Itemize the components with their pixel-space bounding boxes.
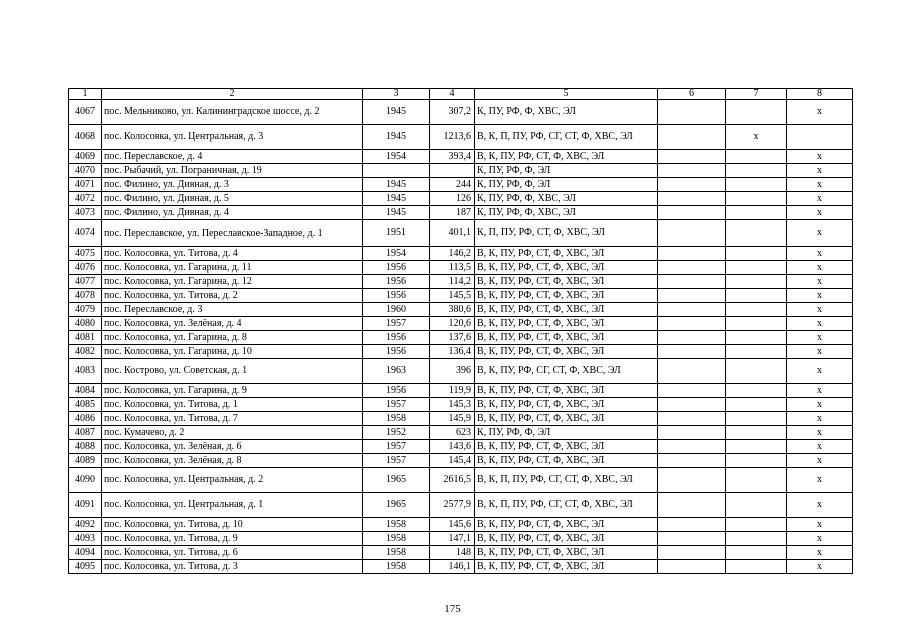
cell-col7 bbox=[726, 426, 787, 440]
cell-address: пос. Колосовка, ул. Гагарина, д. 8 bbox=[102, 331, 363, 345]
cell-number: 4076 bbox=[69, 261, 102, 275]
cell-number: 4068 bbox=[69, 125, 102, 150]
cell-col6 bbox=[658, 426, 726, 440]
table-row bbox=[69, 289, 853, 303]
cell-col6 bbox=[658, 412, 726, 426]
cell-year: 1965 bbox=[363, 493, 430, 518]
cell-systems: В, К, ПУ, РФ, СТ, Ф, ХВС, ЭЛ bbox=[475, 546, 658, 560]
cell-col6 bbox=[658, 518, 726, 532]
cell-col7 bbox=[726, 150, 787, 164]
table-row bbox=[69, 518, 853, 532]
cell-systems: В, К, ПУ, РФ, СТ, Ф, ХВС, ЭЛ bbox=[475, 331, 658, 345]
cell-address: пос. Колосовка, ул. Центральная, д. 3 bbox=[102, 125, 363, 150]
cell-address: пос. Колосовка, ул. Гагарина, д. 11 bbox=[102, 261, 363, 275]
cell-col7 bbox=[726, 192, 787, 206]
cell-year: 1956 bbox=[363, 331, 430, 345]
cell-col7 bbox=[726, 164, 787, 178]
cell-number: 4094 bbox=[69, 546, 102, 560]
cell-col8: x bbox=[787, 345, 853, 359]
cell-col8: x bbox=[787, 384, 853, 398]
cell-col6 bbox=[658, 178, 726, 192]
cell-systems: В, К, ПУ, РФ, СТ, Ф, ХВС, ЭЛ bbox=[475, 275, 658, 289]
cell-year bbox=[363, 164, 430, 178]
cell-number: 4093 bbox=[69, 532, 102, 546]
cell-systems: В, К, ПУ, РФ, СТ, Ф, ХВС, ЭЛ bbox=[475, 289, 658, 303]
header-row bbox=[69, 89, 853, 100]
cell-year: 1963 bbox=[363, 359, 430, 384]
cell-year: 1957 bbox=[363, 398, 430, 412]
cell-col7 bbox=[726, 331, 787, 345]
cell-year: 1952 bbox=[363, 426, 430, 440]
cell-col8: x bbox=[787, 317, 853, 331]
cell-col8: x bbox=[787, 532, 853, 546]
cell-area: 2616,5 bbox=[430, 468, 475, 493]
cell-year: 1945 bbox=[363, 125, 430, 150]
cell-number: 4078 bbox=[69, 289, 102, 303]
cell-col8: x bbox=[787, 303, 853, 317]
cell-area: 146,1 bbox=[430, 560, 475, 574]
cell-year: 1945 bbox=[363, 100, 430, 125]
cell-address: пос. Переславское, ул. Переславское-Западное, д. 1 bbox=[102, 220, 363, 247]
cell-col6 bbox=[658, 150, 726, 164]
cell-year: 1945 bbox=[363, 192, 430, 206]
cell-col6 bbox=[658, 164, 726, 178]
cell-number: 4095 bbox=[69, 560, 102, 574]
cell-year: 1957 bbox=[363, 440, 430, 454]
cell-address: пос. Кострово, ул. Советская, д. 1 bbox=[102, 359, 363, 384]
table-row bbox=[69, 303, 853, 317]
table-row bbox=[69, 398, 853, 412]
cell-col8: x bbox=[787, 100, 853, 125]
cell-col6 bbox=[658, 275, 726, 289]
table-row bbox=[69, 345, 853, 359]
table-row bbox=[69, 192, 853, 206]
cell-address: пос. Колосовка, ул. Титова, д. 3 bbox=[102, 560, 363, 574]
cell-number: 4069 bbox=[69, 150, 102, 164]
cell-col8: x bbox=[787, 560, 853, 574]
cell-col6 bbox=[658, 220, 726, 247]
cell-col8: x bbox=[787, 412, 853, 426]
cell-number: 4072 bbox=[69, 192, 102, 206]
cell-address: пос. Кумачево, д. 2 bbox=[102, 426, 363, 440]
cell-col8: x bbox=[787, 247, 853, 261]
cell-area: 623 bbox=[430, 426, 475, 440]
cell-col7 bbox=[726, 303, 787, 317]
cell-area: 148 bbox=[430, 546, 475, 560]
cell-col6 bbox=[658, 532, 726, 546]
cell-year: 1956 bbox=[363, 275, 430, 289]
cell-year: 1957 bbox=[363, 454, 430, 468]
cell-address: пос. Колосовка, ул. Зелёная, д. 4 bbox=[102, 317, 363, 331]
cell-year: 1958 bbox=[363, 412, 430, 426]
cell-year: 1956 bbox=[363, 384, 430, 398]
cell-area: 401,1 bbox=[430, 220, 475, 247]
header-cell: 4 bbox=[430, 89, 475, 100]
cell-year: 1956 bbox=[363, 261, 430, 275]
cell-col7 bbox=[726, 468, 787, 493]
cell-systems: В, К, П, ПУ, РФ, СГ, СТ, Ф, ХВС, ЭЛ bbox=[475, 493, 658, 518]
cell-col7 bbox=[726, 560, 787, 574]
cell-address: пос. Переславское, д. 3 bbox=[102, 303, 363, 317]
header-cell: 6 bbox=[658, 89, 726, 100]
cell-col7 bbox=[726, 206, 787, 220]
cell-col8: x bbox=[787, 454, 853, 468]
cell-address: пос. Колосовка, ул. Центральная, д. 2 bbox=[102, 468, 363, 493]
cell-number: 4079 bbox=[69, 303, 102, 317]
cell-col6 bbox=[658, 125, 726, 150]
table-row bbox=[69, 493, 853, 518]
table-row bbox=[69, 454, 853, 468]
table-row bbox=[69, 178, 853, 192]
cell-number: 4085 bbox=[69, 398, 102, 412]
cell-col7 bbox=[726, 493, 787, 518]
cell-col6 bbox=[658, 303, 726, 317]
table-row bbox=[69, 317, 853, 331]
cell-col6 bbox=[658, 546, 726, 560]
cell-area: 114,2 bbox=[430, 275, 475, 289]
cell-number: 4089 bbox=[69, 454, 102, 468]
table-row bbox=[69, 206, 853, 220]
cell-systems: В, К, ПУ, РФ, СТ, Ф, ХВС, ЭЛ bbox=[475, 261, 658, 275]
cell-col6 bbox=[658, 359, 726, 384]
cell-systems: В, К, П, ПУ, РФ, СГ, СТ, Ф, ХВС, ЭЛ bbox=[475, 125, 658, 150]
cell-col6 bbox=[658, 289, 726, 303]
table-row bbox=[69, 560, 853, 574]
cell-year: 1957 bbox=[363, 317, 430, 331]
cell-col7 bbox=[726, 518, 787, 532]
cell-systems: В, К, ПУ, РФ, СТ, Ф, ХВС, ЭЛ bbox=[475, 560, 658, 574]
table-row bbox=[69, 440, 853, 454]
cell-area: 126 bbox=[430, 192, 475, 206]
cell-systems: В, К, ПУ, РФ, СТ, Ф, ХВС, ЭЛ bbox=[475, 398, 658, 412]
cell-systems: К, ПУ, РФ, Ф, ХВС, ЭЛ bbox=[475, 206, 658, 220]
cell-number: 4091 bbox=[69, 493, 102, 518]
cell-number: 4092 bbox=[69, 518, 102, 532]
cell-col8: x bbox=[787, 261, 853, 275]
registry-table bbox=[68, 88, 853, 574]
cell-area bbox=[430, 164, 475, 178]
table-row bbox=[69, 164, 853, 178]
cell-systems: В, К, ПУ, РФ, СТ, Ф, ХВС, ЭЛ bbox=[475, 518, 658, 532]
cell-number: 4071 bbox=[69, 178, 102, 192]
cell-area: 137,6 bbox=[430, 331, 475, 345]
cell-area: 113,5 bbox=[430, 261, 475, 275]
cell-area: 393,4 bbox=[430, 150, 475, 164]
cell-col7 bbox=[726, 532, 787, 546]
cell-area: 1213,6 bbox=[430, 125, 475, 150]
cell-col7 bbox=[726, 275, 787, 289]
cell-number: 4083 bbox=[69, 359, 102, 384]
cell-address: пос. Филино, ул. Дивная, д. 4 bbox=[102, 206, 363, 220]
cell-systems: В, К, ПУ, РФ, СТ, Ф, ХВС, ЭЛ bbox=[475, 317, 658, 331]
cell-address: пос. Филино, ул. Дивная, д. 5 bbox=[102, 192, 363, 206]
cell-col6 bbox=[658, 100, 726, 125]
cell-systems: В, К, ПУ, РФ, СТ, Ф, ХВС, ЭЛ bbox=[475, 384, 658, 398]
cell-area: 307,2 bbox=[430, 100, 475, 125]
cell-number: 4088 bbox=[69, 440, 102, 454]
cell-year: 1965 bbox=[363, 468, 430, 493]
table-row bbox=[69, 546, 853, 560]
cell-col6 bbox=[658, 317, 726, 331]
cell-col8: x bbox=[787, 518, 853, 532]
cell-area: 396 bbox=[430, 359, 475, 384]
cell-col8: x bbox=[787, 289, 853, 303]
cell-systems: В, К, П, ПУ, РФ, СГ, СТ, Ф, ХВС, ЭЛ bbox=[475, 468, 658, 493]
cell-address: пос. Колосовка, ул. Центральная, д. 1 bbox=[102, 493, 363, 518]
table-row bbox=[69, 261, 853, 275]
cell-address: пос. Переславское, д. 4 bbox=[102, 150, 363, 164]
cell-area: 380,6 bbox=[430, 303, 475, 317]
cell-area: 119,9 bbox=[430, 384, 475, 398]
cell-col7 bbox=[726, 220, 787, 247]
cell-col8: x bbox=[787, 150, 853, 164]
table-row bbox=[69, 100, 853, 125]
header-cell: 7 bbox=[726, 89, 787, 100]
cell-col8: x bbox=[787, 468, 853, 493]
cell-area: 143,6 bbox=[430, 440, 475, 454]
cell-systems: В, К, ПУ, РФ, СТ, Ф, ХВС, ЭЛ bbox=[475, 440, 658, 454]
cell-year: 1954 bbox=[363, 247, 430, 261]
cell-systems: В, К, ПУ, РФ, СТ, Ф, ХВС, ЭЛ bbox=[475, 412, 658, 426]
cell-year: 1945 bbox=[363, 178, 430, 192]
cell-col8: x bbox=[787, 192, 853, 206]
cell-col7 bbox=[726, 178, 787, 192]
cell-col8: x bbox=[787, 359, 853, 384]
cell-area: 145,3 bbox=[430, 398, 475, 412]
cell-col8: x bbox=[787, 331, 853, 345]
cell-number: 4086 bbox=[69, 412, 102, 426]
cell-col8 bbox=[787, 125, 853, 150]
header-cell: 8 bbox=[787, 89, 853, 100]
cell-year: 1954 bbox=[363, 150, 430, 164]
cell-area: 145,5 bbox=[430, 289, 475, 303]
cell-col7 bbox=[726, 359, 787, 384]
cell-col6 bbox=[658, 192, 726, 206]
cell-col8: x bbox=[787, 493, 853, 518]
cell-address: пос. Колосовка, ул. Титова, д. 4 bbox=[102, 247, 363, 261]
cell-year: 1956 bbox=[363, 345, 430, 359]
cell-area: 120,6 bbox=[430, 317, 475, 331]
cell-systems: К, ПУ, РФ, Ф, ЭЛ bbox=[475, 178, 658, 192]
cell-area: 146,2 bbox=[430, 247, 475, 261]
cell-col6 bbox=[658, 454, 726, 468]
table-row bbox=[69, 384, 853, 398]
cell-number: 4077 bbox=[69, 275, 102, 289]
cell-col6 bbox=[658, 331, 726, 345]
cell-address: пос. Колосовка, ул. Гагарина, д. 10 bbox=[102, 345, 363, 359]
cell-number: 4070 bbox=[69, 164, 102, 178]
cell-systems: В, К, ПУ, РФ, СТ, Ф, ХВС, ЭЛ bbox=[475, 345, 658, 359]
cell-systems: К, П, ПУ, РФ, СТ, Ф, ХВС, ЭЛ bbox=[475, 220, 658, 247]
cell-number: 4075 bbox=[69, 247, 102, 261]
cell-address: пос. Мельниково, ул. Калининградское шоссе, д. 2 bbox=[102, 100, 363, 125]
header-cell: 5 bbox=[475, 89, 658, 100]
cell-number: 4080 bbox=[69, 317, 102, 331]
table-row bbox=[69, 125, 853, 150]
cell-address: пос. Колосовка, ул. Гагарина, д. 9 bbox=[102, 384, 363, 398]
table-row bbox=[69, 247, 853, 261]
cell-systems: К, ПУ, РФ, Ф, ХВС, ЭЛ bbox=[475, 100, 658, 125]
cell-year: 1958 bbox=[363, 532, 430, 546]
cell-area: 145,6 bbox=[430, 518, 475, 532]
cell-col6 bbox=[658, 398, 726, 412]
cell-area: 244 bbox=[430, 178, 475, 192]
header-cell: 1 bbox=[69, 89, 102, 100]
cell-col8: x bbox=[787, 206, 853, 220]
cell-systems: К, ПУ, РФ, Ф, ЭЛ bbox=[475, 164, 658, 178]
cell-address: пос. Колосовка, ул. Титова, д. 7 bbox=[102, 412, 363, 426]
cell-area: 145,4 bbox=[430, 454, 475, 468]
cell-col6 bbox=[658, 560, 726, 574]
table-row bbox=[69, 412, 853, 426]
cell-area: 2577,9 bbox=[430, 493, 475, 518]
cell-col7 bbox=[726, 247, 787, 261]
cell-col7 bbox=[726, 289, 787, 303]
cell-systems: В, К, ПУ, РФ, СГ, СТ, Ф, ХВС, ЭЛ bbox=[475, 359, 658, 384]
cell-systems: В, К, ПУ, РФ, СТ, Ф, ХВС, ЭЛ bbox=[475, 532, 658, 546]
cell-col7 bbox=[726, 317, 787, 331]
cell-area: 147,1 bbox=[430, 532, 475, 546]
cell-number: 4081 bbox=[69, 331, 102, 345]
cell-systems: К, ПУ, РФ, Ф, ЭЛ bbox=[475, 426, 658, 440]
cell-col8: x bbox=[787, 546, 853, 560]
cell-col7 bbox=[726, 384, 787, 398]
cell-number: 4090 bbox=[69, 468, 102, 493]
page-number: 175 bbox=[444, 603, 461, 615]
cell-address: пос. Колосовка, ул. Зелёная, д. 8 bbox=[102, 454, 363, 468]
cell-number: 4084 bbox=[69, 384, 102, 398]
cell-year: 1956 bbox=[363, 289, 430, 303]
cell-col6 bbox=[658, 247, 726, 261]
cell-col7 bbox=[726, 345, 787, 359]
table-row bbox=[69, 220, 853, 247]
cell-col6 bbox=[658, 384, 726, 398]
cell-year: 1945 bbox=[363, 206, 430, 220]
cell-col7 bbox=[726, 100, 787, 125]
cell-number: 4082 bbox=[69, 345, 102, 359]
cell-year: 1958 bbox=[363, 560, 430, 574]
cell-col8: x bbox=[787, 275, 853, 289]
header-cell: 2 bbox=[102, 89, 363, 100]
cell-col6 bbox=[658, 345, 726, 359]
cell-address: пос. Колосовка, ул. Гагарина, д. 12 bbox=[102, 275, 363, 289]
cell-col8: x bbox=[787, 398, 853, 412]
cell-col6 bbox=[658, 440, 726, 454]
cell-col6 bbox=[658, 206, 726, 220]
cell-col6 bbox=[658, 468, 726, 493]
cell-systems: К, ПУ, РФ, Ф, ХВС, ЭЛ bbox=[475, 192, 658, 206]
cell-area: 136,4 bbox=[430, 345, 475, 359]
cell-address: пос. Колосовка, ул. Титова, д. 10 bbox=[102, 518, 363, 532]
cell-area: 145,9 bbox=[430, 412, 475, 426]
cell-address: пос. Колосовка, ул. Титова, д. 2 bbox=[102, 289, 363, 303]
table-row bbox=[69, 331, 853, 345]
cell-col8: x bbox=[787, 440, 853, 454]
header-cell: 3 bbox=[363, 89, 430, 100]
cell-col6 bbox=[658, 493, 726, 518]
cell-col7: x bbox=[726, 125, 787, 150]
cell-year: 1960 bbox=[363, 303, 430, 317]
cell-systems: В, К, ПУ, РФ, СТ, Ф, ХВС, ЭЛ bbox=[475, 150, 658, 164]
cell-systems: В, К, ПУ, РФ, СТ, Ф, ХВС, ЭЛ bbox=[475, 454, 658, 468]
cell-number: 4074 bbox=[69, 220, 102, 247]
table-row bbox=[69, 359, 853, 384]
cell-col7 bbox=[726, 454, 787, 468]
cell-year: 1958 bbox=[363, 518, 430, 532]
cell-col7 bbox=[726, 440, 787, 454]
cell-col7 bbox=[726, 398, 787, 412]
cell-address: пос. Колосовка, ул. Зелёная, д. 6 bbox=[102, 440, 363, 454]
cell-col8: x bbox=[787, 220, 853, 247]
cell-address: пос. Филино, ул. Дивная, д. 3 bbox=[102, 178, 363, 192]
cell-col8: x bbox=[787, 426, 853, 440]
cell-col8: x bbox=[787, 178, 853, 192]
table-row bbox=[69, 275, 853, 289]
cell-address: пос. Колосовка, ул. Титова, д. 1 bbox=[102, 398, 363, 412]
cell-col7 bbox=[726, 412, 787, 426]
table-row bbox=[69, 468, 853, 493]
cell-col7 bbox=[726, 546, 787, 560]
table-row bbox=[69, 532, 853, 546]
cell-area: 187 bbox=[430, 206, 475, 220]
table-row bbox=[69, 426, 853, 440]
cell-col6 bbox=[658, 261, 726, 275]
cell-year: 1951 bbox=[363, 220, 430, 247]
cell-address: пос. Рыбачий, ул. Пограничная, д. 19 bbox=[102, 164, 363, 178]
cell-address: пос. Колосовка, ул. Титова, д. 9 bbox=[102, 532, 363, 546]
cell-number: 4067 bbox=[69, 100, 102, 125]
table-row bbox=[69, 150, 853, 164]
cell-systems: В, К, ПУ, РФ, СТ, Ф, ХВС, ЭЛ bbox=[475, 247, 658, 261]
cell-systems: В, К, ПУ, РФ, СТ, Ф, ХВС, ЭЛ bbox=[475, 303, 658, 317]
cell-number: 4087 bbox=[69, 426, 102, 440]
cell-number: 4073 bbox=[69, 206, 102, 220]
cell-year: 1958 bbox=[363, 546, 430, 560]
cell-col7 bbox=[726, 261, 787, 275]
cell-address: пос. Колосовка, ул. Титова, д. 6 bbox=[102, 546, 363, 560]
cell-col8: x bbox=[787, 164, 853, 178]
